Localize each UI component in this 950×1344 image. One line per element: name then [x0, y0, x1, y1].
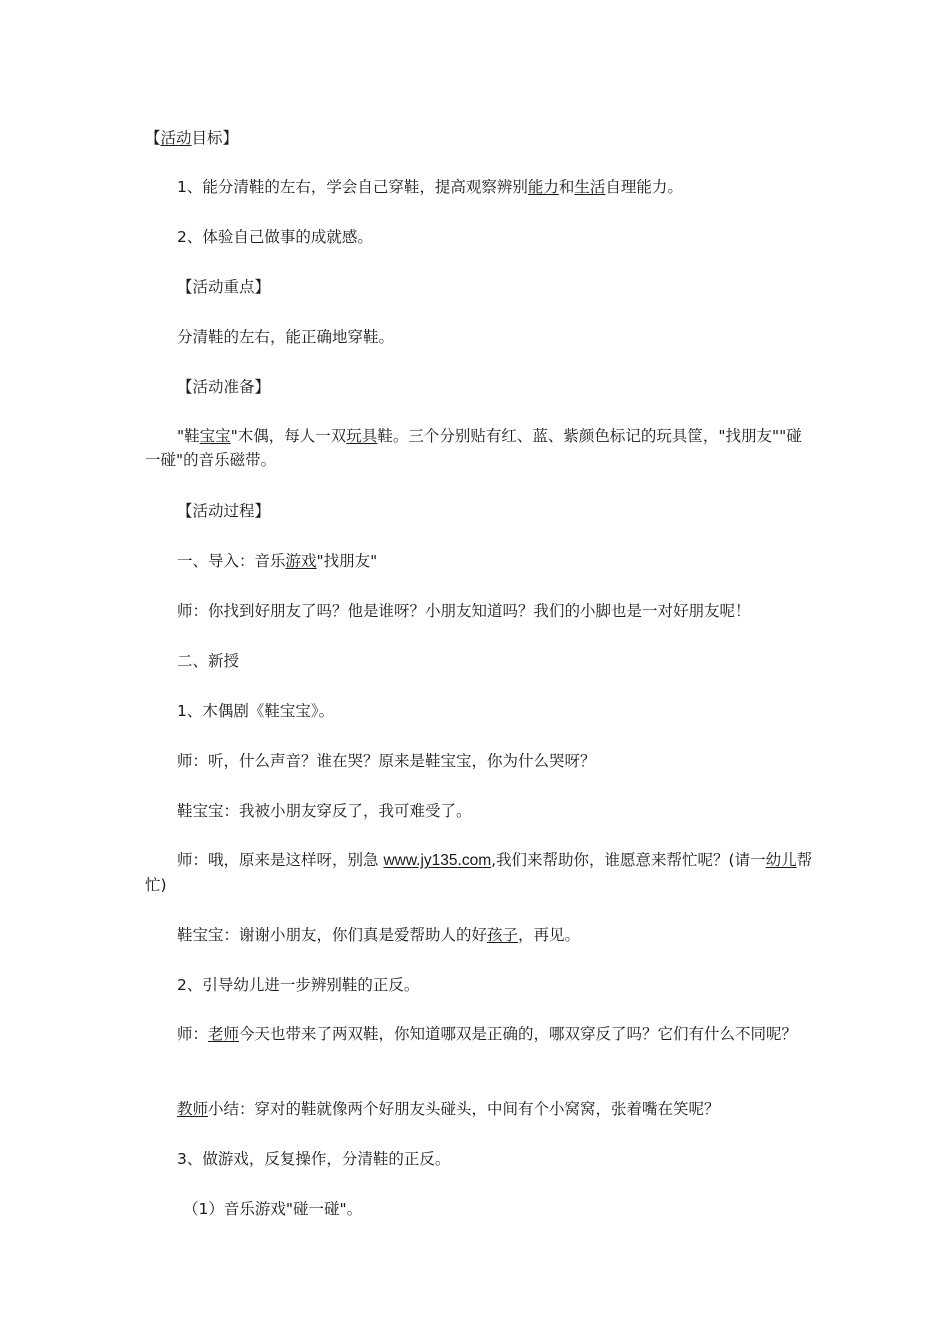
teacher-line-2: 师：听，什么声音？谁在哭？原来是鞋宝宝，你为什么哭呀？ [177, 752, 596, 770]
website-link[interactable]: www.jy135.com [383, 852, 492, 869]
goal-item-1 [145, 176, 847, 198]
text-segment: "木偶，每人一双 [230, 427, 347, 445]
heading-text: 目标】 [191, 129, 239, 147]
text-segment: 一、导入：音乐 [177, 552, 286, 570]
text-segment: 师：哦，原来是这样呀，别急 [177, 851, 384, 869]
link-ability[interactable]: 能力 [527, 178, 559, 196]
text-segment: 小结：穿对的鞋就像两个好朋友头碰头，中间有个小窝窝，张着嘴在笑呢？ [208, 1100, 720, 1118]
step-2-2: 2、引导幼儿进一步辨别鞋的正反。 [177, 976, 420, 994]
link-teacher[interactable]: 老师 [208, 1025, 240, 1043]
text-segment: 鞋。三个分别贴有红、蓝、紫颜色标记的玩具筐，"找朋友""碰一碰"的音乐磁带。 [145, 427, 802, 469]
goal-item-2: 2、体验自己做事的成就感。 [177, 228, 373, 246]
text-segment: 师： [177, 1025, 209, 1043]
heading-activity-focus: 【活动重点】 [177, 278, 271, 296]
text-segment: 今天也带来了两双鞋，你知道哪双是正确的，哪双穿反了吗？它们有什么不同呢？ [239, 1025, 798, 1043]
text-segment: ，再见。 [518, 926, 581, 944]
link-life[interactable]: 生活 [574, 178, 606, 196]
heading-activity-preparation: 【活动准备】 [177, 378, 271, 396]
link-game[interactable]: 游戏 [285, 552, 317, 570]
teacher-line-1: 师：你找到好朋友了吗？他是谁呀？小朋友知道吗？我们的小脚也是一对好朋友呢！ [177, 602, 751, 620]
text-segment: "找朋友" [316, 552, 378, 570]
shoe-baby-line-1: 鞋宝宝：我被小朋友穿反了，我可难受了。 [177, 802, 472, 820]
heading-activity-process: 【活动过程】 [177, 502, 271, 520]
focus-text: 分清鞋的左右，能正确地穿鞋。 [177, 328, 395, 346]
section-1-intro [145, 550, 847, 572]
bracket-text: 【 [145, 129, 161, 147]
text-segment: 和 [558, 178, 575, 196]
text-segment: ,我们来帮助你，谁愿意来帮忙呢？(请一 [491, 851, 766, 869]
link-child[interactable]: 幼儿 [765, 851, 797, 869]
step-2-1: 1、木偶剧《鞋宝宝》。 [177, 702, 335, 720]
text-segment: 鞋宝宝：谢谢小朋友，你们真是爱帮助人的好 [177, 926, 488, 944]
shoe-baby-line-2 [145, 924, 847, 946]
text-segment: 自理能力。 [605, 178, 683, 196]
link-baby[interactable]: 宝宝 [199, 427, 231, 445]
step-2-3: 3、做游戏，反复操作，分清鞋的正反。 [177, 1150, 451, 1168]
text-segment: "鞋 [177, 427, 200, 445]
link-educator[interactable]: 教师 [177, 1100, 209, 1118]
teacher-line-3 [145, 848, 815, 897]
text-segment: 1、能分清鞋的左右，学会自己穿鞋，提高观察辨别 [177, 178, 528, 196]
text-segment: 帮忙) [145, 851, 813, 894]
section-2-new-teaching: 二、新授 [177, 652, 240, 670]
teacher-summary [145, 1098, 847, 1120]
teacher-line-4 [145, 1022, 815, 1046]
link-children[interactable]: 孩子 [487, 926, 519, 944]
preparation-text [145, 424, 815, 472]
heading-activity-goal [145, 127, 815, 149]
link-activity[interactable]: 活动 [160, 129, 192, 147]
link-toy[interactable]: 玩具 [346, 427, 378, 445]
game-item-1: （1）音乐游戏"碰一碰"。 [183, 1200, 363, 1218]
